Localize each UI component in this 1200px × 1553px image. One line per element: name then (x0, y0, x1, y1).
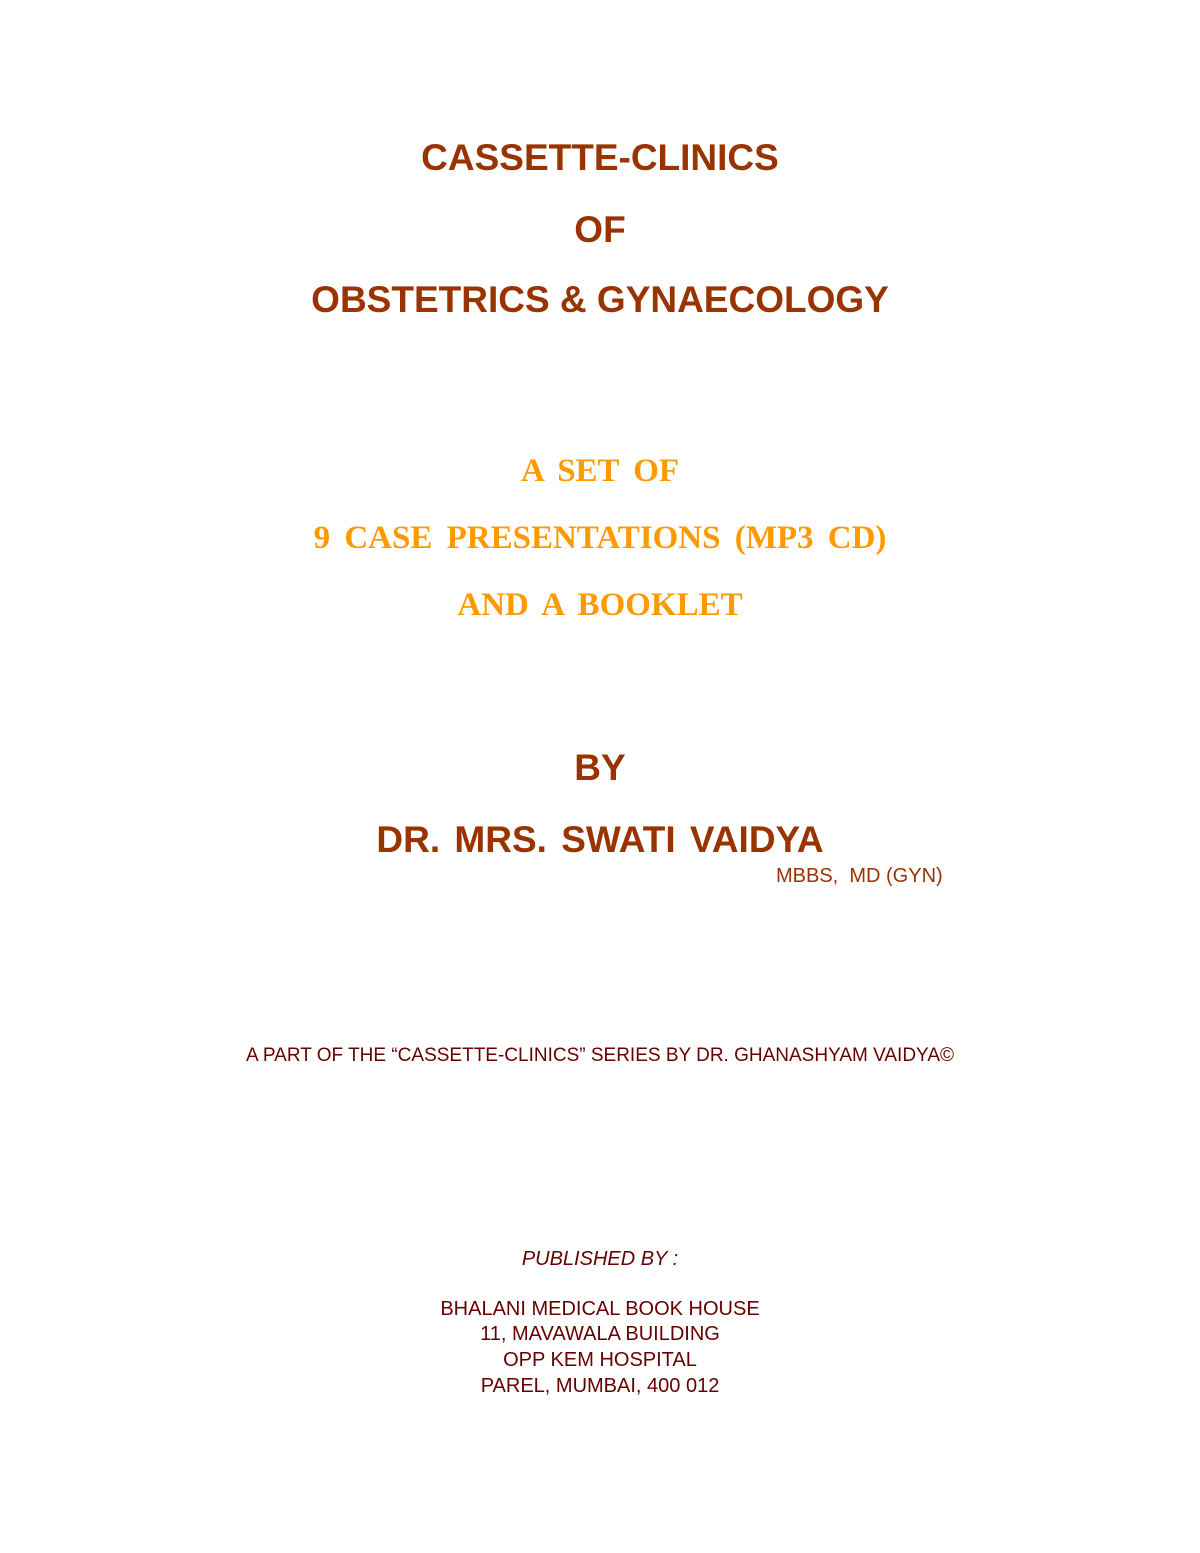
book-title-line-1: CASSETTE-CLINICS (421, 137, 779, 178)
author-name: DR. MRS. SWATI VAIDYA (376, 819, 824, 860)
subtitle-line-3: AND A BOOKLET (457, 587, 743, 623)
publisher-address-line-1: 11, MAVAWALA BUILDING (480, 1323, 720, 1345)
publisher-name: BHALANI MEDICAL BOOK HOUSE (440, 1298, 760, 1320)
subtitle-line-2: 9 CASE PRESENTATIONS (MP3 CD) (313, 520, 887, 556)
author-degree: MBBS, MD (GYN) (776, 865, 943, 887)
series-note: A PART OF THE “CASSETTE-CLINICS” SERIES BY DR. GHANASHYAM VAIDYA© (245, 1045, 954, 1066)
publisher-address-line-2: OPP KEM HOSPITAL (503, 1349, 697, 1371)
publisher-address-line-3: PAREL, MUMBAI, 400 012 (480, 1375, 720, 1397)
subtitle-line-1: A SET OF (520, 453, 680, 489)
book-title-line-2: OF (574, 209, 626, 250)
published-by-label: PUBLISHED BY : (521, 1248, 679, 1270)
book-title-line-3: OBSTETRICS & GYNAECOLOGY (311, 279, 889, 320)
by-label: BY (574, 747, 626, 788)
